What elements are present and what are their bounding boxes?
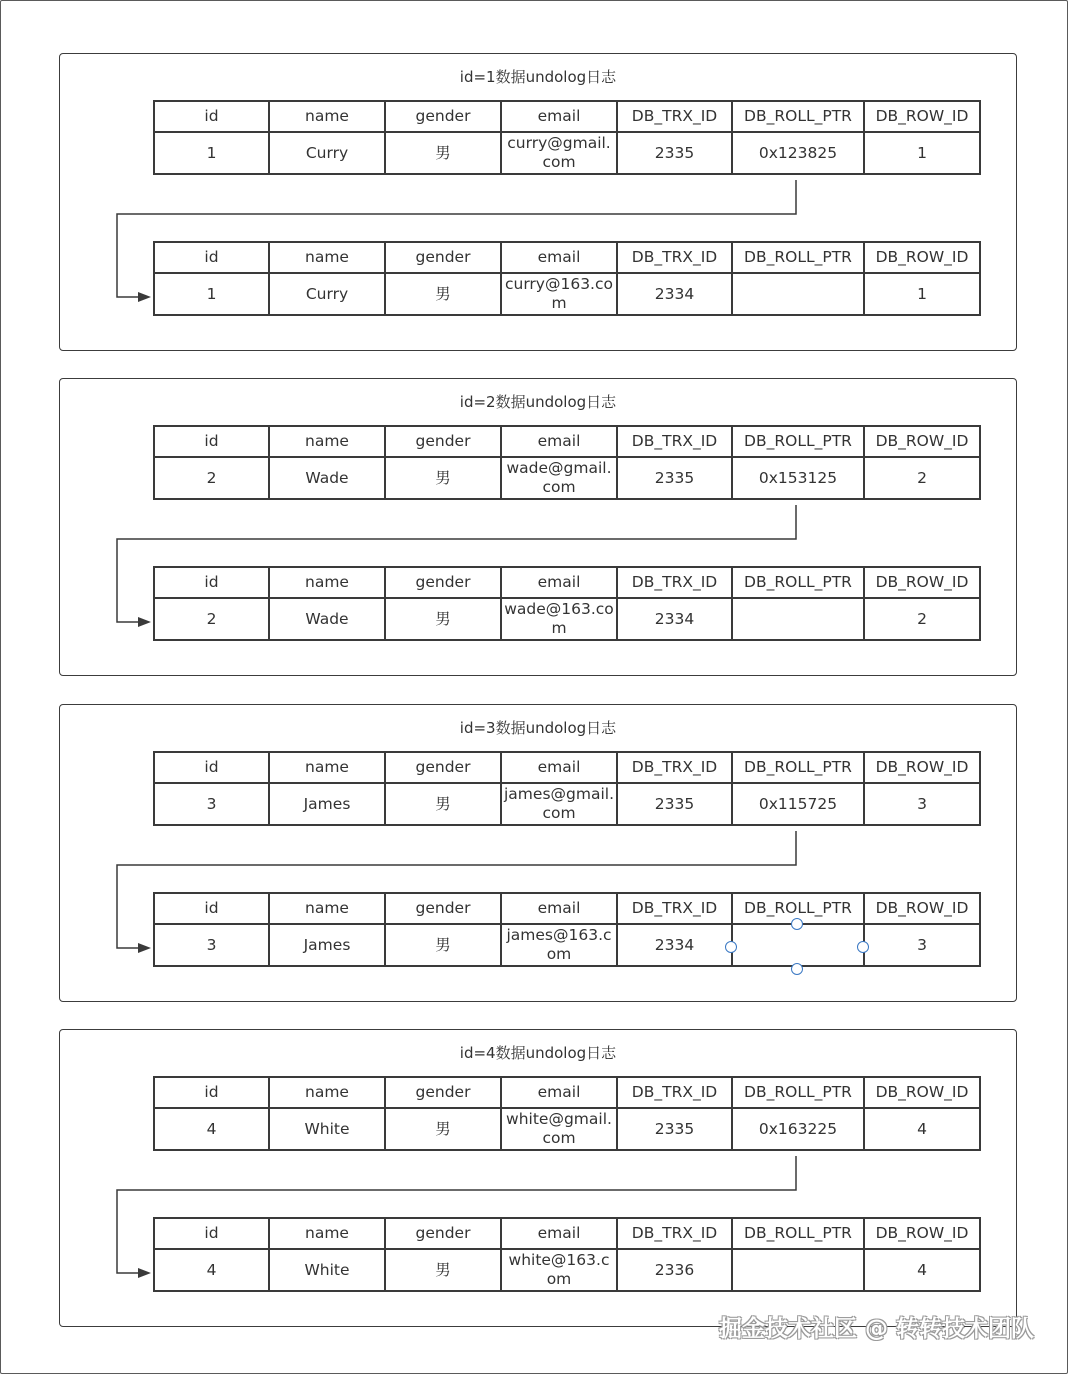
column-header-db-row-id: DB_ROW_ID xyxy=(864,426,980,457)
header-row xyxy=(154,567,980,598)
column-header-gender: gender xyxy=(385,567,501,598)
column-header-db-trx-id: DB_TRX_ID xyxy=(617,426,732,457)
column-header-email: email xyxy=(501,426,617,457)
cell-name: Curry xyxy=(269,273,385,315)
column-header-name: name xyxy=(269,893,385,924)
previous-version-table xyxy=(153,241,981,316)
column-header-id: id xyxy=(154,567,269,598)
cell-email: wade@gmail.com xyxy=(501,457,617,499)
cell-db-roll-ptr: 0x115725 xyxy=(732,783,864,825)
cell-gender: 男 xyxy=(385,783,501,825)
column-header-db-roll-ptr: DB_ROLL_PTR xyxy=(732,101,864,132)
cell-gender: 男 xyxy=(385,273,501,315)
cell-db-trx-id: 2335 xyxy=(617,132,732,174)
cell-gender: 男 xyxy=(385,598,501,640)
header-row xyxy=(154,101,980,132)
header-row xyxy=(154,1077,980,1108)
cell-id: 4 xyxy=(154,1108,269,1150)
column-header-gender: gender xyxy=(385,426,501,457)
cell-db-row-id: 3 xyxy=(864,924,980,966)
selection-handle-bottom[interactable] xyxy=(791,963,803,975)
cell-db-row-id: 2 xyxy=(864,457,980,499)
cell-db-roll-ptr: 0x163225 xyxy=(732,1108,864,1150)
cell-db-row-id: 4 xyxy=(864,1108,980,1150)
column-header-name: name xyxy=(269,101,385,132)
column-header-db-roll-ptr: DB_ROLL_PTR xyxy=(732,893,864,924)
cell-name: White xyxy=(269,1249,385,1291)
cell-email: james@163.com xyxy=(501,924,617,966)
table-row xyxy=(154,1249,980,1291)
group-title: id=2数据undolog日志 xyxy=(459,393,617,411)
column-header-id: id xyxy=(154,101,269,132)
column-header-db-trx-id: DB_TRX_ID xyxy=(617,242,732,273)
selection-handle-right[interactable] xyxy=(857,941,869,953)
current-version-table xyxy=(153,425,981,500)
column-header-db-row-id: DB_ROW_ID xyxy=(864,567,980,598)
header-row xyxy=(154,893,980,924)
column-header-db-row-id: DB_ROW_ID xyxy=(864,242,980,273)
table-row xyxy=(154,1108,980,1150)
previous-version-table xyxy=(153,1217,981,1292)
cell-db-row-id: 4 xyxy=(864,1249,980,1291)
group-title: id=1数据undolog日志 xyxy=(459,68,617,86)
cell-gender: 男 xyxy=(385,457,501,499)
cell-name: White xyxy=(269,1108,385,1150)
table-row xyxy=(154,783,980,825)
column-header-db-roll-ptr: DB_ROLL_PTR xyxy=(732,1077,864,1108)
column-header-name: name xyxy=(269,752,385,783)
column-header-db-roll-ptr: DB_ROLL_PTR xyxy=(732,242,864,273)
cell-gender: 男 xyxy=(385,132,501,174)
arrowhead-icon xyxy=(138,943,151,953)
header-row xyxy=(154,426,980,457)
header-row xyxy=(154,242,980,273)
current-version-table xyxy=(153,100,981,175)
column-header-id: id xyxy=(154,1077,269,1108)
header-row xyxy=(154,1218,980,1249)
column-header-name: name xyxy=(269,1218,385,1249)
cell-db-row-id: 2 xyxy=(864,598,980,640)
group-title: id=4数据undolog日志 xyxy=(459,1044,617,1062)
column-header-name: name xyxy=(269,242,385,273)
cell-db-trx-id: 2334 xyxy=(617,273,732,315)
column-header-gender: gender xyxy=(385,1077,501,1108)
column-header-db-roll-ptr: DB_ROLL_PTR xyxy=(732,426,864,457)
cell-email: wade@163.com xyxy=(501,598,617,640)
cell-db-trx-id: 2335 xyxy=(617,1108,732,1150)
selection-handle-left[interactable] xyxy=(725,941,737,953)
cell-email: white@163.com xyxy=(501,1249,617,1291)
column-header-db-row-id: DB_ROW_ID xyxy=(864,101,980,132)
cell-db-row-id: 3 xyxy=(864,783,980,825)
column-header-id: id xyxy=(154,752,269,783)
cell-name: James xyxy=(269,924,385,966)
cell-name: James xyxy=(269,783,385,825)
cell-db-row-id: 1 xyxy=(864,273,980,315)
column-header-id: id xyxy=(154,893,269,924)
arrowhead-icon xyxy=(138,1268,151,1278)
cell-db-trx-id: 2334 xyxy=(617,924,732,966)
cell-id: 3 xyxy=(154,924,269,966)
column-header-db-roll-ptr: DB_ROLL_PTR xyxy=(732,1218,864,1249)
cell-id: 3 xyxy=(154,783,269,825)
cell-email: curry@163.com xyxy=(501,273,617,315)
column-header-email: email xyxy=(501,1077,617,1108)
cell-db-roll-ptr: 0x153125 xyxy=(732,457,864,499)
cell-db-trx-id: 2334 xyxy=(617,598,732,640)
previous-version-table xyxy=(153,892,981,967)
cell-db-roll-ptr: 0x123825 xyxy=(732,132,864,174)
column-header-db-trx-id: DB_TRX_ID xyxy=(617,567,732,598)
column-header-email: email xyxy=(501,752,617,783)
cell-db-trx-id: 2335 xyxy=(617,457,732,499)
column-header-db-roll-ptr: DB_ROLL_PTR xyxy=(732,567,864,598)
cell-email: james@gmail.com xyxy=(501,783,617,825)
undolog-group-3 xyxy=(59,704,1017,1002)
current-version-table xyxy=(153,751,981,826)
column-header-email: email xyxy=(501,567,617,598)
column-header-db-row-id: DB_ROW_ID xyxy=(864,1077,980,1108)
watermark: 掘金技术社区 @ 转转技术团队 xyxy=(718,1316,1034,1342)
cell-db-row-id: 1 xyxy=(864,132,980,174)
column-header-email: email xyxy=(501,1218,617,1249)
cell-id: 2 xyxy=(154,598,269,640)
column-header-email: email xyxy=(501,101,617,132)
cell-gender: 男 xyxy=(385,1108,501,1150)
undolog-group-1 xyxy=(59,53,1017,351)
table-row xyxy=(154,273,980,315)
cell-db-roll-ptr xyxy=(732,924,864,966)
cell-db-trx-id: 2336 xyxy=(617,1249,732,1291)
column-header-db-row-id: DB_ROW_ID xyxy=(864,752,980,783)
column-header-db-roll-ptr: DB_ROLL_PTR xyxy=(732,752,864,783)
column-header-db-trx-id: DB_TRX_ID xyxy=(617,752,732,783)
table-row xyxy=(154,457,980,499)
cell-id: 1 xyxy=(154,273,269,315)
column-header-gender: gender xyxy=(385,101,501,132)
cell-email: white@gmail.com xyxy=(501,1108,617,1150)
column-header-gender: gender xyxy=(385,752,501,783)
column-header-db-row-id: DB_ROW_ID xyxy=(864,893,980,924)
column-header-id: id xyxy=(154,1218,269,1249)
column-header-email: email xyxy=(501,242,617,273)
column-header-gender: gender xyxy=(385,1218,501,1249)
column-header-db-trx-id: DB_TRX_ID xyxy=(617,1218,732,1249)
group-title: id=3数据undolog日志 xyxy=(459,719,617,737)
cell-db-roll-ptr xyxy=(732,273,864,315)
undolog-group-4 xyxy=(59,1029,1017,1327)
column-header-name: name xyxy=(269,426,385,457)
cell-db-trx-id: 2335 xyxy=(617,783,732,825)
previous-version-table xyxy=(153,566,981,641)
column-header-gender: gender xyxy=(385,893,501,924)
arrowhead-icon xyxy=(138,617,151,627)
cell-name: Wade xyxy=(269,457,385,499)
table-row xyxy=(154,598,980,640)
cell-db-roll-ptr xyxy=(732,1249,864,1291)
column-header-email: email xyxy=(501,893,617,924)
column-header-db-trx-id: DB_TRX_ID xyxy=(617,1077,732,1108)
column-header-db-trx-id: DB_TRX_ID xyxy=(617,893,732,924)
undolog-group-2 xyxy=(59,378,1017,676)
column-header-id: id xyxy=(154,242,269,273)
column-header-name: name xyxy=(269,1077,385,1108)
cell-name: Wade xyxy=(269,598,385,640)
cell-gender: 男 xyxy=(385,1249,501,1291)
cell-id: 2 xyxy=(154,457,269,499)
cell-db-roll-ptr xyxy=(732,598,864,640)
column-header-db-trx-id: DB_TRX_ID xyxy=(617,101,732,132)
column-header-gender: gender xyxy=(385,242,501,273)
column-header-id: id xyxy=(154,426,269,457)
current-version-table xyxy=(153,1076,981,1151)
column-header-name: name xyxy=(269,567,385,598)
cell-id: 1 xyxy=(154,132,269,174)
header-row xyxy=(154,752,980,783)
cell-id: 4 xyxy=(154,1249,269,1291)
selection-handle-top[interactable] xyxy=(791,918,803,930)
cell-email: curry@gmail.com xyxy=(501,132,617,174)
cell-gender: 男 xyxy=(385,924,501,966)
arrowhead-icon xyxy=(138,292,151,302)
column-header-db-row-id: DB_ROW_ID xyxy=(864,1218,980,1249)
table-row xyxy=(154,132,980,174)
cell-name: Curry xyxy=(269,132,385,174)
